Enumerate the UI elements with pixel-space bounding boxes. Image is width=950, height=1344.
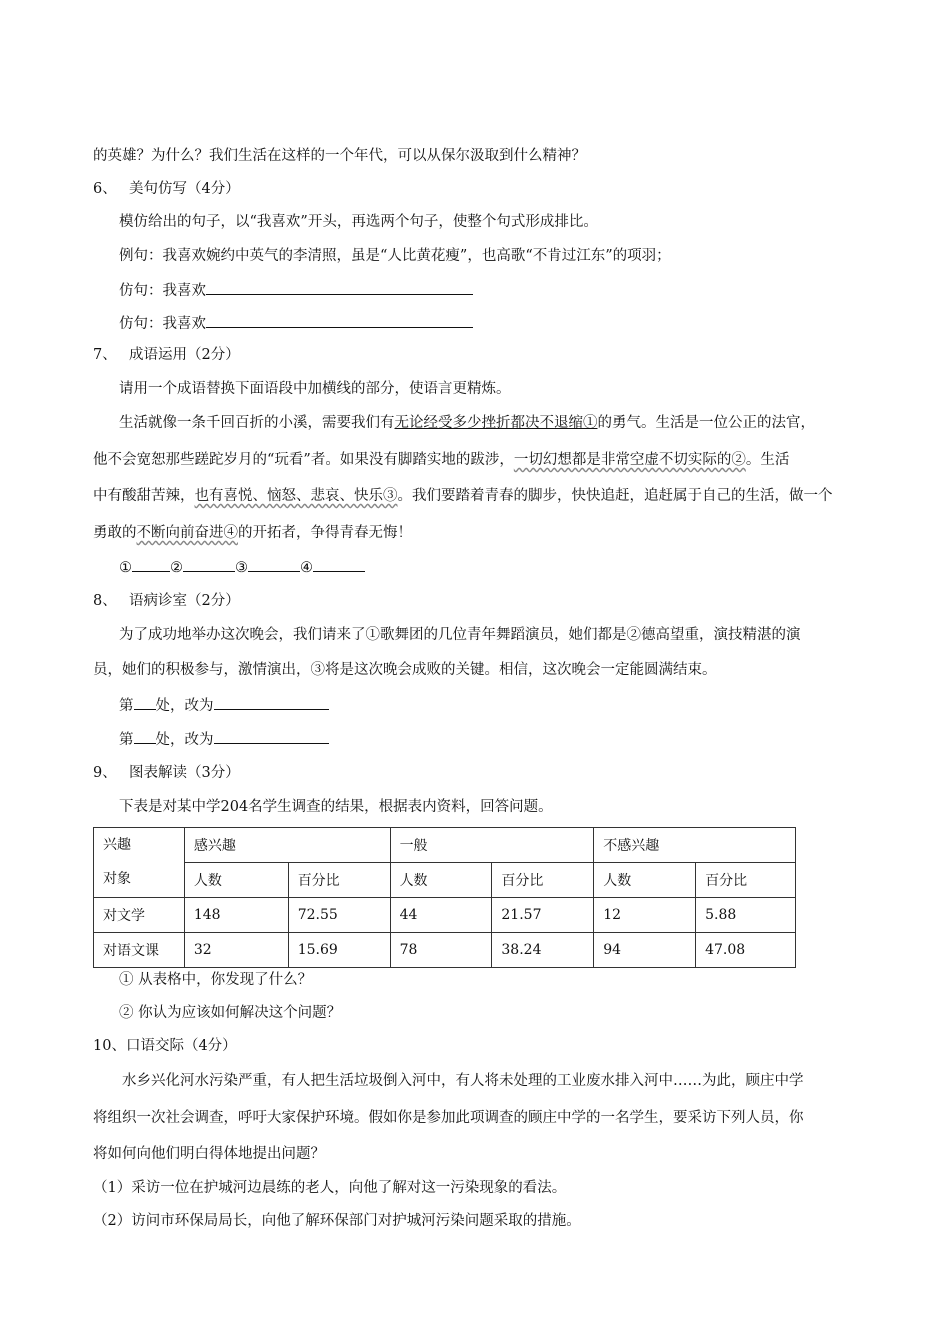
answer-blank-2[interactable] [183, 557, 235, 572]
fix-answer-blank[interactable] [214, 695, 329, 710]
table-header-row [94, 828, 796, 863]
survey-table [93, 827, 796, 968]
passage-text: 。我们要踏着青春的脚步，快快追赶，追赶属于自己的生活，做一个 [397, 488, 833, 504]
fix-label: 处，改为 [155, 732, 214, 748]
table-cell: 148 [184, 898, 288, 933]
q6-answer-blank[interactable] [206, 313, 473, 328]
table-cell: 94 [594, 933, 696, 968]
group-header: 不感兴趣 [594, 828, 796, 863]
fix-prefix: 第 [119, 732, 134, 748]
row-label: 对文学 [94, 898, 185, 933]
table-cell: 5.88 [696, 898, 796, 933]
q10-item-1: （1）采访一位在护城河边晨练的老人，向他了解对这一污染现象的看法。 [93, 1180, 567, 1196]
q7-number: 7、 [93, 347, 117, 363]
q9-heading [93, 763, 240, 783]
answer-blank-4[interactable] [313, 557, 365, 572]
q8-fix-1 [119, 695, 329, 716]
table-cell: 44 [390, 898, 492, 933]
q6-answer-prefix: 仿句：我喜欢 [119, 283, 206, 299]
marker-3: ③ [235, 560, 248, 576]
q8-passage-line-2: 员，她们的积极参与，激情演出，③将是这次晚会成败的关键。相信，这次晚会一定能圆满结束。 [93, 662, 717, 678]
marker-2: ② [170, 560, 183, 576]
q8-fix-2 [119, 729, 329, 750]
q9-question-1: ① 从表格中，你发现了什么？ [119, 972, 313, 988]
q8-title: 语病诊室（2分） [129, 593, 240, 609]
table-cell: 12 [594, 898, 696, 933]
table-cell: 38.24 [492, 933, 594, 968]
q8-heading [93, 591, 240, 611]
underlined-phrase-4: 不断向前奋进④ [136, 525, 238, 541]
q7-passage-line-4 [93, 523, 412, 543]
fix-position-blank[interactable] [134, 729, 156, 744]
table-subheader-row [94, 863, 796, 898]
q6-example: 例句：我喜欢婉约中英气的李清照，虽是“人比黄花瘦”，也高歌“不肯过江东”的项羽； [119, 248, 671, 264]
marker-4: ④ [300, 560, 313, 576]
table-cell: 32 [184, 933, 288, 968]
fix-label: 处，改为 [155, 698, 214, 714]
answer-blank-3[interactable] [248, 557, 300, 572]
q6-answer-1 [119, 280, 473, 301]
corner-label-top: 兴趣 [103, 837, 131, 853]
fix-position-blank[interactable] [134, 695, 156, 710]
passage-text: 勇敢的 [93, 525, 137, 541]
passage-text: 的勇气。生活是一位公正的法官， [597, 415, 815, 431]
q6-answer-prefix: 仿句：我喜欢 [119, 316, 206, 332]
q10-passage-line-3: 将如何向他们明白得体地提出问题？ [93, 1146, 325, 1162]
underlined-phrase-1: 无论经受多少挫折都决不退缩① [394, 415, 598, 431]
q7-passage-line-1 [119, 413, 815, 433]
q9-title: 图表解读（3分） [129, 765, 240, 781]
q9-number: 9、 [93, 765, 117, 781]
q7-passage-line-2 [93, 450, 789, 470]
subheader-cell: 百分比 [696, 863, 796, 898]
fix-answer-blank[interactable] [214, 729, 329, 744]
fix-prefix: 第 [119, 698, 134, 714]
table-cell: 47.08 [696, 933, 796, 968]
table-cell: 15.69 [288, 933, 390, 968]
q10-passage-line-1: 水乡兴化河水污染严重，有人把生活垃圾倒入河中，有人将未处理的工业废水排入河中……为此，顾庄中学 [122, 1073, 804, 1089]
q6-title: 美句仿写（4分） [129, 181, 240, 197]
passage-text: 生活就像一条千回百折的小溪，需要我们有 [119, 415, 395, 431]
q10-passage-line-2: 将组织一次社会调查，呼吁大家保护环境。假如你是参加此项调查的顾庄中学的一名学生，要采访下列人员，你 [93, 1110, 804, 1126]
q7-passage-line-3 [93, 486, 833, 506]
subheader-cell: 百分比 [288, 863, 390, 898]
row-label: 对语文课 [94, 933, 185, 968]
q6-number: 6、 [93, 181, 117, 197]
table-cell: 72.55 [288, 898, 390, 933]
q7-heading [93, 345, 240, 365]
subheader-cell: 人数 [390, 863, 492, 898]
table-corner-cell [94, 828, 185, 898]
table-row [94, 898, 796, 933]
q6-instruction: 模仿给出的句子，以“我喜欢”开头，再选两个句子，使整个句式形成排比。 [119, 214, 598, 230]
group-header: 感兴趣 [184, 828, 390, 863]
underlined-phrase-2: 一切幻想都是非常空虚不切实际的② [513, 452, 746, 468]
q6-answer-2 [119, 313, 473, 334]
marker-1: ① [119, 560, 132, 576]
passage-text: 的开拓者，争得青春无悔！ [238, 525, 412, 541]
q6-answer-blank[interactable] [206, 280, 473, 295]
q6-heading [93, 179, 240, 199]
passage-text: 他不会宽恕那些蹉跎岁月的“玩看”者。如果没有脚踏实地的跋涉， [93, 452, 514, 468]
passage-text: 。生活 [745, 452, 790, 468]
subheader-cell: 百分比 [492, 863, 594, 898]
q7-answer-blanks [119, 557, 365, 578]
corner-label-bottom: 对象 [103, 871, 131, 887]
table-cell: 21.57 [492, 898, 594, 933]
subheader-cell: 人数 [594, 863, 696, 898]
q7-title: 成语运用（2分） [129, 347, 240, 363]
q8-number: 8、 [93, 593, 117, 609]
q10-item-2: （2）访问市环保局局长，向他了解环保部门对护城河污染问题采取的措施。 [93, 1213, 581, 1229]
q8-passage-line-1: 为了成功地举办这次晚会，我们请来了①歌舞团的几位青年舞蹈演员，她们都是②德高望重，演技精湛的演 [119, 627, 801, 643]
q10-heading: 10、口语交际（4分） [93, 1038, 237, 1054]
intro-line: 的英雄？为什么？我们生活在这样的一个年代，可以从保尔汲取到什么精神？ [93, 148, 586, 164]
q9-intro: 下表是对某中学204名学生调查的结果，根据表内资料，回答问题。 [119, 799, 553, 815]
table-row [94, 933, 796, 968]
underlined-phrase-3: 也有喜悦、恼怒、悲哀、快乐③ [194, 488, 398, 504]
subheader-cell: 人数 [184, 863, 288, 898]
table-cell: 78 [390, 933, 492, 968]
q7-instruction: 请用一个成语替换下面语段中加横线的部分，使语言更精炼。 [119, 381, 511, 397]
passage-text: 中有酸甜苦辣， [93, 488, 195, 504]
group-header: 一般 [390, 828, 594, 863]
answer-blank-1[interactable] [132, 557, 170, 572]
q9-question-2: ② 你认为应该如何解决这个问题？ [119, 1005, 342, 1021]
